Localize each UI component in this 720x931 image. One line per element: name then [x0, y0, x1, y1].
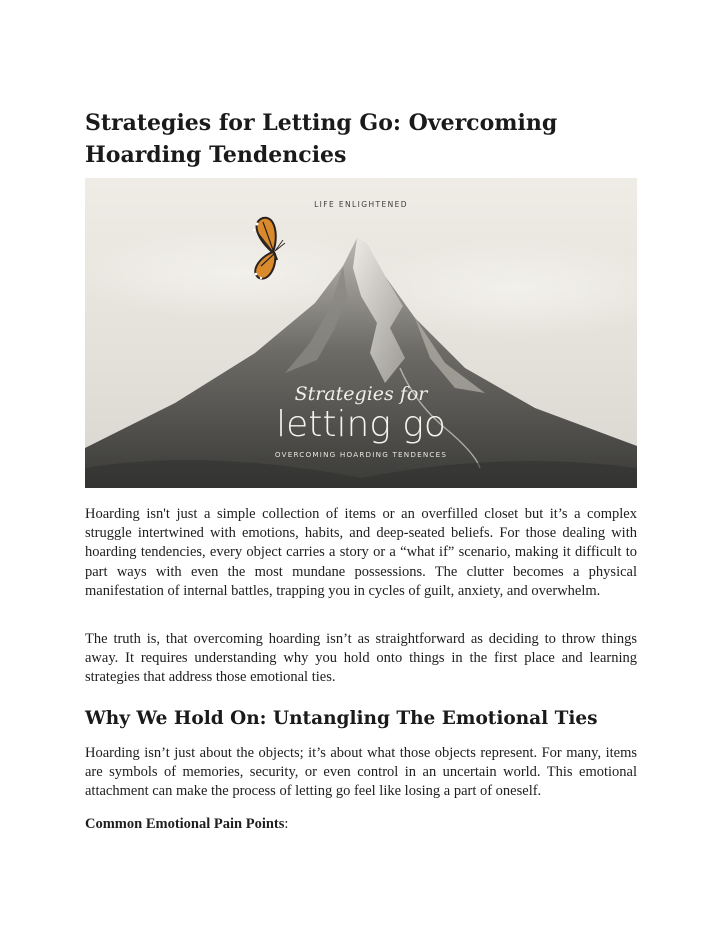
section-paragraph: Hoarding isn’t just about the objects; it’s about what those objects represent. For many, items are symbols of memories, security, or even control in an uncertain world. This emotional attachment can make the process of letting go feel like losing a part of oneself. [85, 745, 637, 800]
pain-points-label-text: Common Emotional Pain Points [85, 816, 285, 832]
hero-heading-line2: letting go [276, 404, 446, 445]
pain-points-colon: : [284, 816, 289, 832]
pain-points-label [85, 815, 288, 834]
hero-heading-line1: Strategies for [294, 383, 428, 405]
intro-paragraph: Hoarding isn't just a simple collection of items or an overfilled closet but it’s a complex struggle intertwined with emotions, habits, and deep-seated beliefs. For those dealing with hoarding tendencies, every object carries a story or a “what if” scenario, making it difficult to part ways with even the most mundane possessions. The clutter becomes a physical manifestation of internal battles, trapping you in cycles of guilt, anxiety, and overwhelm. [85, 506, 637, 599]
truth-paragraph: The truth is, that overcoming hoarding isn’t as straightforward as deciding to throw things away. It requires understanding why you hold onto things in the first place and learning strategies that address those emotional ties. [85, 631, 637, 686]
hero-subheading: OVERCOMING HOARDING TENDENCES [274, 450, 448, 459]
hero-image [85, 178, 637, 488]
hero-brand: LIFE ENLIGHTENED [314, 200, 408, 209]
section-heading: Why We Hold On: Untangling The Emotional Ties [85, 708, 598, 729]
article-title: Strategies for Letting Go: Overcoming Hoarding Tendencies [85, 110, 558, 168]
